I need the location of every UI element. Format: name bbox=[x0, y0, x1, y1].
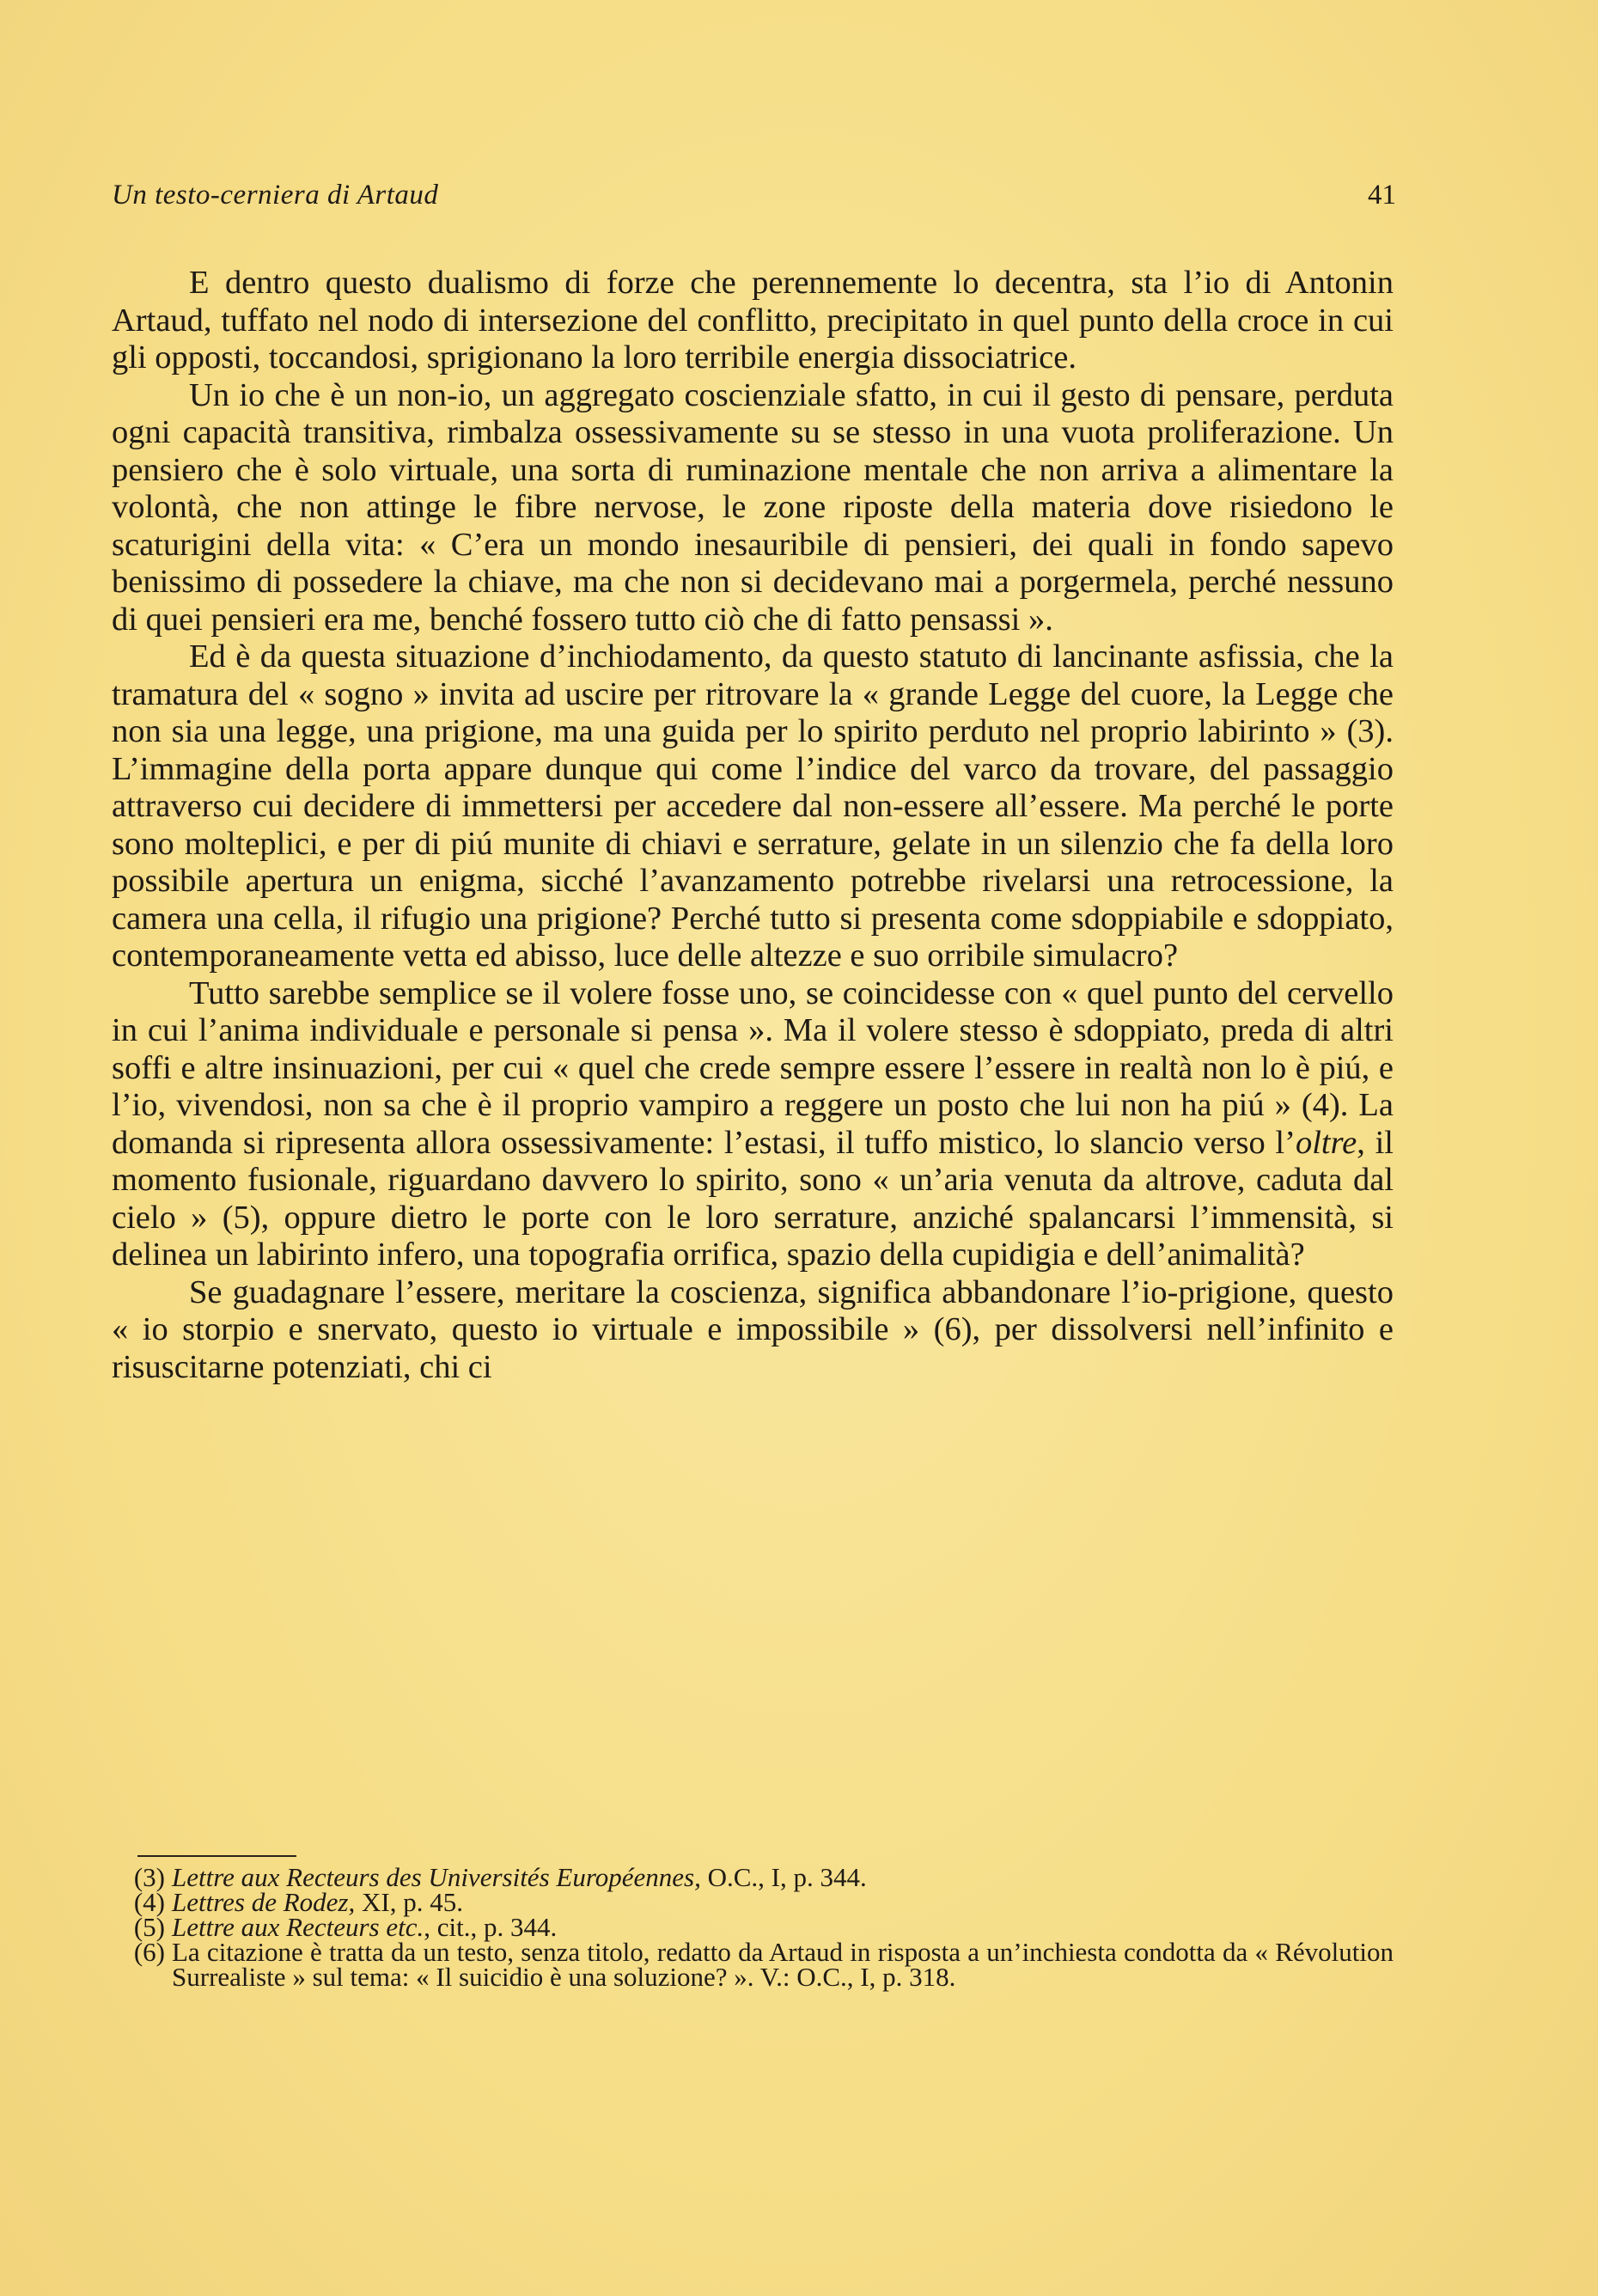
paragraph: Un io che è un non-io, un aggregato coscienziale sfatto, in cui il gesto di pensare, perduta ogni capacità transitiva, rimbalza ossessivamente su se stesso in una vuota proliferazione. Un pensiero che è solo virtuale, una sorta di ruminazione mentale che non arriva a alimentare la volontà, che non attinge le fibre nervose, le zone riposte della materia dove risiedono le scaturigini della vita: « C’era un mondo inesauribile di pensieri, dei quali in fondo sapevo benissimo di possedere la chiave, ma che non si decidevano mai a porgermela, perché nessuno di quei pensieri era me, benché fossero tutto ciò che di fatto pensassi ». bbox=[112, 376, 1394, 638]
footnote-title: Lettre aux Recteurs des Universités Européennes, bbox=[172, 1862, 701, 1892]
footnote bbox=[112, 1887, 1394, 1917]
footnote-text: La citazione è tratta da un testo, senza titolo, redatto da Artaud in risposta a un’inchiesta condotta da « Révolution Surrealiste » sul tema: « Il suicidio è una soluzione? ». V.: O.C., I, p. 318. bbox=[172, 1937, 1394, 1992]
running-title: Un testo-cerniera di Artaud bbox=[112, 180, 439, 211]
footnote-title: Lettres de Rodez, bbox=[172, 1887, 356, 1917]
footnote bbox=[112, 1937, 1394, 1992]
paragraph-text: Tutto sarebbe semplice se il volere fosse uno, se coincidesse con « quel punto del cervello in cui l’anima individuale e personale si pensa ». Ma il volere stesso è sdoppiato, preda di altri soffi e altre insinuazioni, per cui « quel che crede sempre essere l’essere in realtà non lo è piú, e l’io, vivendosi, non sa che è il proprio vampiro a reggere un posto che lui non ha piú » (4). La domanda si ripresenta allora ossessivamente: l’estasi, il tuffo mistico, lo slancio verso l’ bbox=[112, 974, 1394, 1161]
footnote bbox=[112, 1912, 1394, 1942]
page-number: 41 bbox=[1368, 180, 1396, 211]
footnote-title: Lettre aux Recteurs etc. bbox=[172, 1912, 424, 1942]
running-head bbox=[112, 174, 1396, 217]
footnote-citation: XI, p. 45. bbox=[355, 1887, 463, 1917]
footnotes bbox=[112, 1862, 1394, 1992]
footnote-number: (5) bbox=[133, 1912, 165, 1942]
footnote-number: (4) bbox=[133, 1887, 165, 1917]
paragraph: E dentro questo dualismo di forze che perennemente lo decentra, sta l’io di Antonin Artaud, tuffato nel nodo di intersezione del conflitto, precipitato in quel punto della croce in cui gli opposti, toccandosi, sprigionano la loro terribile energia dissociatrice. bbox=[112, 265, 1394, 376]
footnote-citation: , cit., p. 344. bbox=[424, 1912, 558, 1942]
footnote-number: (3) bbox=[133, 1862, 165, 1892]
paragraph: Ed è da questa situazione d’inchiodamento, da questo statuto di lancinante asfissia, che la tramatura del « sogno » invita ad uscire per ritrovare la « grande Legge del cuore, la Legge che non sia una legge, una prigione, ma una guida per lo spirito perduto nel proprio labirinto » (3). L’immagine della porta appare dunque qui come l’indice del varco da trovare, del passaggio attraverso cui decidere di immettersi per accedere dal non-essere all’essere. Ma perché le porte sono molteplici, e per di piú munite di chiavi e serrature, gelate in un silenzio che fa della loro possibile apertura un enigma, sicché l’avanzamento potrebbe rivelarsi una retrocessione, la camera una cella, il rifugio una prigione? Perché tutto si presenta come sdoppiabile e sdoppiato, contemporaneamente vetta ed abisso, luce delle altezze e suo orribile simulacro? bbox=[112, 638, 1394, 974]
italic-term: oltre bbox=[1295, 1124, 1357, 1161]
footnote bbox=[112, 1862, 1394, 1892]
paragraph bbox=[112, 975, 1394, 1274]
paragraph-text: , il momento fusionale, riguardano davvero lo spirito, sono « un’aria venuta da altrove, caduta dal cielo » (5), oppure dietro le porte con le loro serrature, anziché spalancarsi l’immensità, si delinea un labirinto infero, una topografia orrifica, spazio della cupidigia e dell’animalità? bbox=[112, 1124, 1394, 1273]
body-text bbox=[112, 265, 1394, 1386]
footnote-rule bbox=[137, 1855, 296, 1857]
footnote-number: (6) bbox=[133, 1937, 165, 1967]
footnote-citation: O.C., I, p. 344. bbox=[700, 1862, 867, 1892]
paragraph: Se guadagnare l’essere, meritare la coscienza, significa abbandonare l’io-prigione, questo « io storpio e snervato, questo io virtuale e impossibile » (6), per dissolversi nell’infinito e risuscitarne potenziati, chi ci bbox=[112, 1273, 1394, 1385]
